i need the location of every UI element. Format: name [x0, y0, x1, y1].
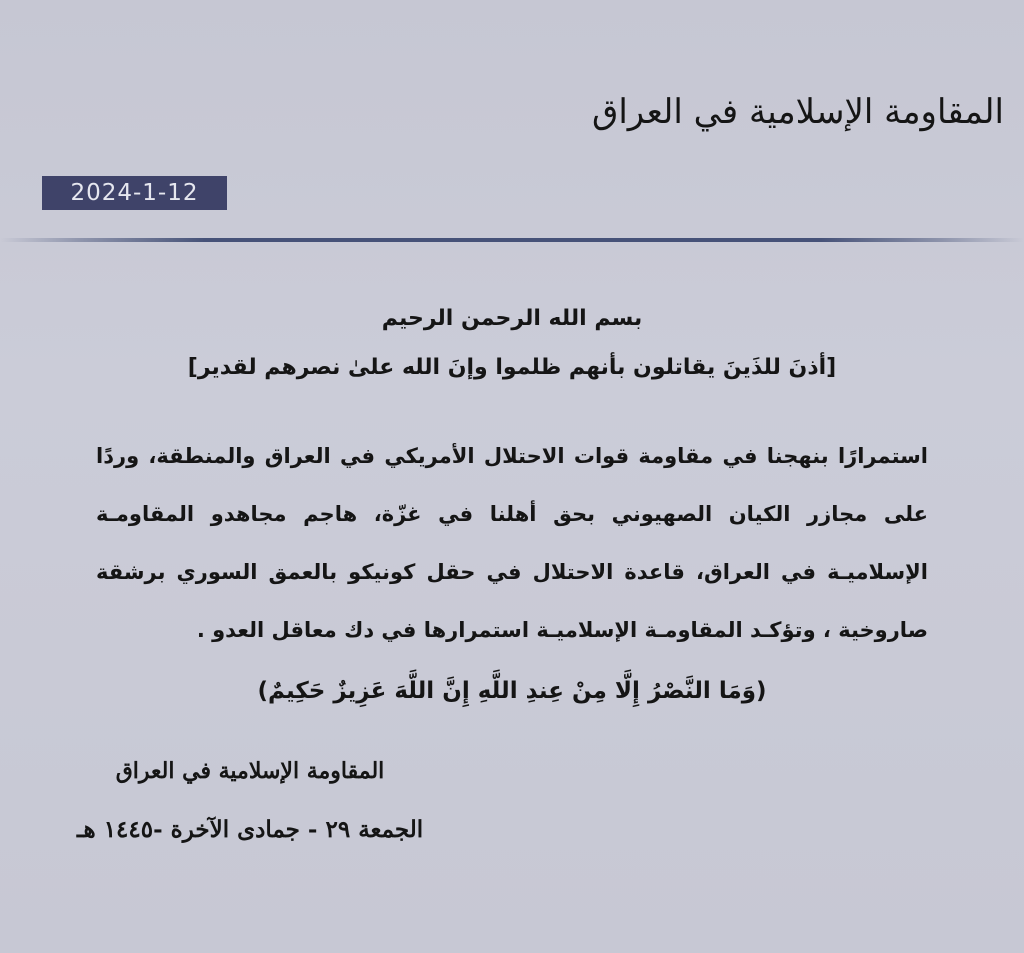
basmala: بسم الله الرحمن الرحيم — [381, 306, 643, 331]
header-divider — [0, 238, 1024, 242]
opening-verse: [أذنَ للذَينَ يقاتلون بأنهم ظلموا وإنَ الله علىٰ نصرهم لقدير] — [187, 355, 837, 380]
organization-logo: المقاومة الإسلامية في العراق — [591, 92, 1004, 132]
hijri-date: الجمعة ٢٩ - جمادى الآخرة -١٤٤٥ هـ — [76, 816, 424, 843]
date-badge: 2024-1-12 — [42, 176, 227, 210]
signature: المقاومة الإسلامية في العراق — [115, 758, 385, 784]
statement-body: استمرارًا بنهجنا في مقاومة قوات الاحتلال الأمريكي في العراق والمنطقة، وردًا على مجازر الكيان الصهيوني بحق أهلنا في غزّة، هاجم مجاهدو المقاومـة الإسلاميـة في العراق، قاعدة الاحتلال في حقل كونيكو بالعمق السوري برشقة صاروخية ، وتؤكـد المقاومـة الإسلاميـة استمرارها في دك معاقل العدو . — [96, 444, 928, 642]
closing-verse: (وَمَا النَّصْرُ إِلَّا مِنْ عِندِ اللَّهِ إِنَّ اللَّهَ عَزِيزٌ حَكِيمٌ) — [257, 678, 767, 704]
